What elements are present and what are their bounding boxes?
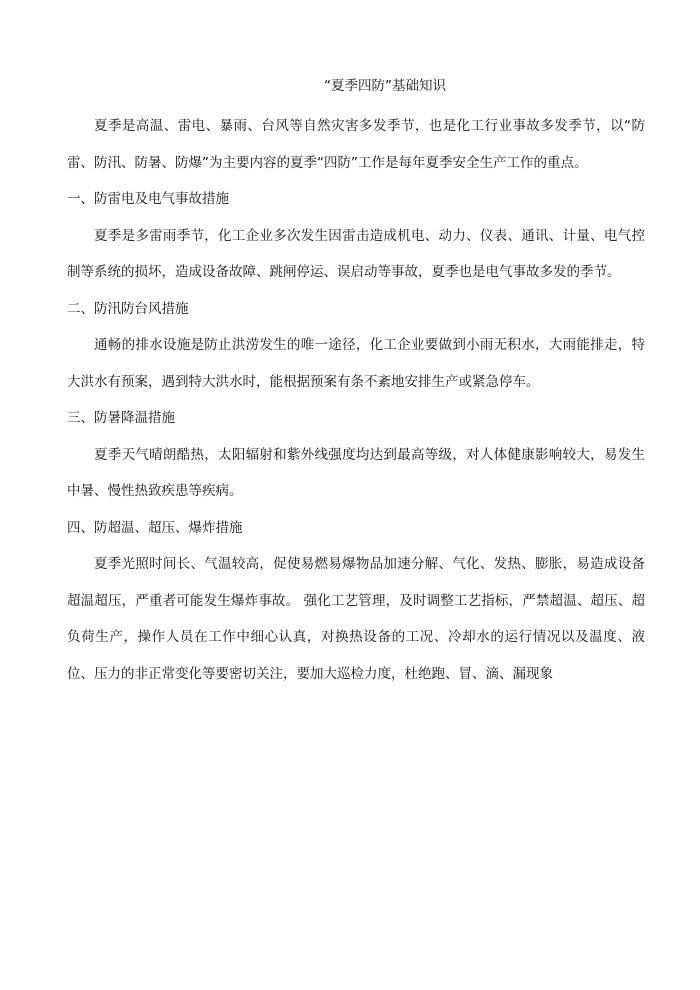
document-title: “夏季四防”基础知识 — [324, 78, 446, 94]
section-heading-lightning: 一、防雷电及电气事故措施 — [67, 191, 229, 207]
section-body-flood: 通畅的排水设施是防止洪涝发生的唯一途径，化工企业要做到小雨无积水，大雨能排走，特大洪水有预案，遇到特大洪水时，能根据预案有条不紊地安排生产或紧急停车。 — [67, 337, 645, 390]
document-body — [67, 108, 645, 692]
section-heading-heat: 三、防暑降温措施 — [67, 410, 175, 426]
section-body-lightning: 夏季是多雷雨季节，化工企业多次发生因雷击造成机电、动力、仪表、通讯、计量、电气控制等系统的损坏，造成设备故障、跳闸停运、误启动等事故，夏季也是电气事故多发的季节。 — [67, 227, 645, 280]
section-heading-explosion: 四、防超温、超压、爆炸措施 — [67, 519, 243, 536]
section-body-explosion: 夏季光照时间长、气温较高，促使易燃易爆物品加速分解、气化、发热、膨胀，易造成设备超温超压，严重者可能发生爆炸事故。 强化工艺管理，及时调整工艺指标，严禁超温、超压、超负荷生产，操作人员在工作中细心认真，对换热设备的工况、冷却水的运行情况以及温度、液位、压力的非正常变化等要密切关注，要加大巡检力度，杜绝跑、冒、滴、漏现象 — [67, 556, 645, 682]
section-body-heat: 夏季天气晴朗酷热，太阳辐射和紫外线强度均达到最高等级，对人体健康影响较大，易发生中暑、慢性热致疾患等疾病。 — [67, 446, 645, 499]
intro-paragraph: 夏季是高温、雷电、暴雨、台风等自然灾害多发季节，也是化工行业事故多发季节，以“防雷、防汛、防暑、防爆”为主要内容的夏季“四防”工作是每年夏季安全生产工作的重点。 — [67, 118, 645, 171]
section-heading-flood: 二、防汛防台风措施 — [67, 300, 189, 317]
